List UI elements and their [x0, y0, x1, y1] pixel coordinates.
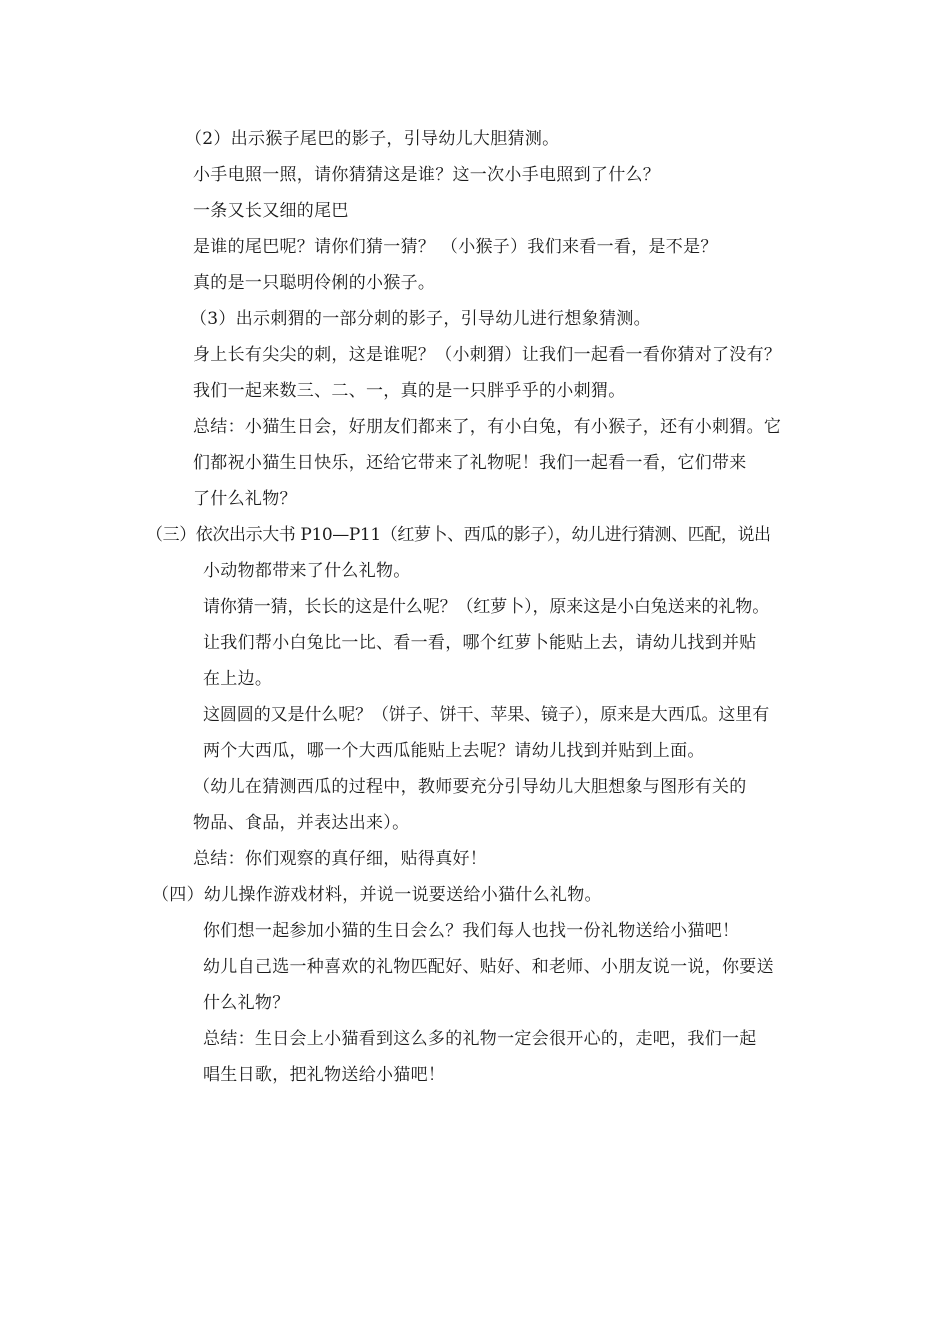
paragraph-line: 幼儿自己选一种喜欢的礼物匹配好、贴好、和老师、小朋友说一说，你要送 — [203, 957, 774, 977]
paragraph-line: 了什么礼物？ — [193, 489, 297, 509]
paragraph-line: 小手电照一照，请你猜猜这是谁？这一次小手电照到了什么？ — [193, 165, 661, 185]
paragraph-line: 身上长有尖尖的刺，这是谁呢？（小刺猬）让我们一起看一看你猜对了没有？ — [193, 345, 782, 365]
paragraph-line: 总结：小猫生日会，好朋友们都来了，有小白兔，有小猴子，还有小刺猬。它 — [193, 417, 782, 437]
paragraph-line: 是谁的尾巴呢？请你们猜一猜？ （小猴子）我们来看一看，是不是？ — [193, 237, 718, 257]
paragraph-line: 让我们帮小白兔比一比、看一看，哪个红萝卜能贴上去，请幼儿找到并贴 — [203, 633, 757, 653]
paragraph-line: 总结：生日会上小猫看到这么多的礼物一定会很开心的，走吧，我们一起 — [203, 1029, 757, 1049]
paragraph-line: 一条又长又细的尾巴 — [193, 201, 349, 221]
paragraph-line: （3）出示刺猬的一部分刺的影子，引导幼儿进行想象猜测。 — [190, 309, 651, 329]
paragraph-line: 小动物都带来了什么礼物。 — [203, 561, 411, 581]
paragraph-line: 你们想一起参加小猫的生日会么？我们每人也找一份礼物送给小猫吧！ — [203, 921, 740, 941]
paragraph-line: 物品、食品，并表达出来）。 — [193, 813, 410, 833]
paragraph-line: 两个大西瓜，哪一个大西瓜能贴上去呢？请幼儿找到并贴到上面。 — [203, 741, 705, 761]
paragraph-line: 唱生日歌，把礼物送给小猫吧！ — [203, 1065, 446, 1085]
paragraph-line: 们都祝小猫生日快乐，还给它带来了礼物呢！我们一起看一看，它们带来 — [193, 453, 747, 473]
paragraph-line: （幼儿在猜测西瓜的过程中，教师要充分引导幼儿大胆想象与图形有关的 — [193, 777, 747, 797]
paragraph-line: 在上边。 — [203, 669, 273, 689]
paragraph-line: 这圆圆的又是什么呢？（饼子、饼干、苹果、镜子），原来是大西瓜。这里有 — [203, 705, 770, 725]
paragraph-line: 总结：你们观察的真仔细，贴得真好！ — [193, 849, 488, 869]
section-heading: （四）幼儿操作游戏材料，并说一说要送给小猫什么礼物。 — [152, 885, 602, 905]
section-heading: （三）依次出示大书 P10—P11（红萝卜、西瓜的影子），幼儿进行猜测、匹配，说出 — [146, 525, 771, 545]
paragraph-line: 真的是一只聪明伶俐的小猴子。 — [193, 273, 436, 293]
paragraph-line: 请你猜一猜，长长的这是什么呢？（红萝卜），原来这是小白兔送来的礼物。 — [203, 597, 770, 617]
paragraph-line: 什么礼物？ — [203, 993, 290, 1013]
paragraph-line: 我们一起来数三、二、一，真的是一只胖乎乎的小刺猬。 — [193, 381, 626, 401]
paragraph-line: （2）出示猴子尾巴的影子，引导幼儿大胆猜测。 — [185, 129, 560, 149]
